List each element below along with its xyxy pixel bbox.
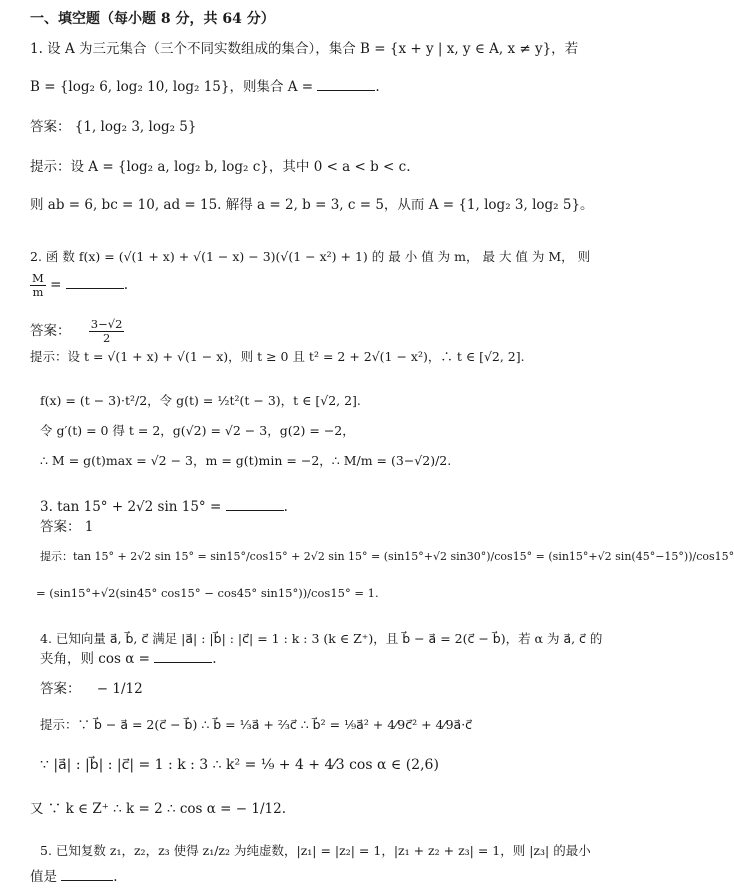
q4-answer-blank	[154, 650, 212, 663]
q2-ratio-denominator: m	[32, 285, 44, 299]
section-title: 一、填空题（每小题 8 分，共 64 分）	[30, 11, 275, 27]
q2-answer-denominator: 2	[102, 331, 111, 345]
q1-answer-blank	[317, 78, 375, 91]
q3-hint-line1: 提示：tan 15° + 2√2 sin 15° = sin15°/cos15° + 2√2 sin 15° = (sin15°+√2 sin30°)/cos15° = (sin15°+√2 sin(45°−15°))/cos15°	[40, 550, 734, 563]
q2-answer-fraction	[89, 318, 125, 345]
q5-statement-line1: 5. 已知复数 z₁，z₂，z₃ 使得 z₁/z₂ 为纯虚数，|z₁| = |z₂| = 1，|z₁ + z₂ + z₃| = 1，则 |z₃| 的最小	[40, 843, 591, 858]
q2-hint: 提示：设 t = √(1 + x) + √(1 − x)，则 t ≥ 0 且 t² = 2 + 2√(1 − x²)，∴ t ∈ [√2, 2].	[30, 349, 525, 364]
q4-answer	[40, 680, 143, 698]
q3-hint-line2: = (sin15°+√2(sin45° cos15° − cos45° sin15°))/cos15° = 1.	[36, 586, 379, 600]
q2-ratio-fraction	[30, 272, 46, 299]
q1-statement-line1: 1. 设 A 为三元集合（三个不同实数组成的集合），集合 B = {x + y | x, y ∈ A, x ≠ y}，若	[30, 41, 579, 57]
q4-hint-line2: ∵ |a⃗| : |b⃗| : |c⃗| = 1 : k : 3 ∴ k² = ⅑ + 4 + 4⁄3 cos α ∈ (2,6)	[40, 757, 439, 773]
q4-answer-label: 答案：	[40, 681, 81, 697]
q4-statement-line2: 夹角，则 cos α = .	[40, 651, 217, 667]
q2-equals: =	[50, 277, 62, 293]
q1-line2-text: B = {log₂ 6, log₂ 10, log₂ 15}，则集合 A =	[30, 79, 314, 95]
q3-answer-blank	[226, 498, 284, 511]
q1-hint-line2: 则 ab = 6, bc = 10, ad = 15. 解得 a = 2, b = 3, c = 5，从而 A = {1, log₂ 3, log₂ 5}。	[30, 197, 594, 213]
q2-step3: ∴ M = g(t)max = √2 − 3，m = g(t)min = −2，∴ M/m = (3−√2)/2.	[40, 453, 452, 468]
q2-statement-line2: $\frac{M}{m}$ = .	[32, 271, 128, 299]
q2-ratio-numerator: M	[32, 271, 44, 285]
q2-answer	[30, 318, 124, 345]
q1-hint-line1: 提示：设 A = {log₂ a, log₂ b, log₂ c}，其中 0 < a < b < c.	[30, 159, 411, 175]
q1-statement-line2: B = {log₂ 6, log₂ 10, log₂ 15}，则集合 A = .	[30, 79, 380, 95]
q3-statement: 3. tan 15° + 2√2 sin 15° = .	[40, 499, 288, 515]
q2-answer-numerator: 3−√2	[90, 317, 123, 331]
q4-line2-text: 夹角，则 cos α =	[40, 651, 150, 667]
q4-answer-value: − 1/12	[96, 681, 143, 697]
q3-answer: 答案： 1	[40, 519, 94, 535]
q5-line2-text: 值是	[30, 869, 57, 885]
q4-hint-line1: 提示：∵ b⃗ − a⃗ = 2(c⃗ − b⃗) ∴ b⃗ = ⅓a⃗ + ⅔c⃗ ∴ b⃗² = ⅑a⃗² + 4⁄9c⃗² + 4⁄9a⃗·c⃗	[40, 717, 473, 732]
q2-step2: 令 g′(t) = 0 得 t = 2，g(√2) = √2 − 3，g(2) = −2，	[40, 423, 355, 438]
q2-answer-blank	[66, 276, 124, 289]
q1-answer: 答案： {1, log₂ 3, log₂ 5}	[30, 119, 197, 135]
q5-answer-blank	[61, 868, 113, 881]
q2-statement-line1: 2. 函 数 f(x) = (√(1 + x) + √(1 − x) − 3)(√(1 − x²) + 1) 的 最 小 值 为 m， 最 大 值 为 M， 则	[30, 249, 591, 264]
q2-answer-label: 答案：	[30, 323, 71, 339]
q3-statement-text: 3. tan 15° + 2√2 sin 15° =	[40, 499, 222, 515]
q4-hint-line3: 又 ∵ k ∈ Z⁺ ∴ k = 2 ∴ cos α = − 1/12.	[30, 801, 286, 817]
q2-step1: f(x) = (t − 3)·t²/2，令 g(t) = ½t²(t − 3)，t ∈ [√2, 2].	[40, 393, 361, 408]
q4-statement-line1: 4. 已知向量 a⃗, b⃗, c⃗ 满足 |a⃗| : |b⃗| : |c⃗| = 1 : k : 3 (k ∈ Z⁺)，且 b⃗ − a⃗ = 2(c⃗ − b⃗)，若 α 为 a⃗, c⃗ 的	[40, 631, 603, 646]
q5-statement-line2: 值是 .	[30, 869, 118, 885]
